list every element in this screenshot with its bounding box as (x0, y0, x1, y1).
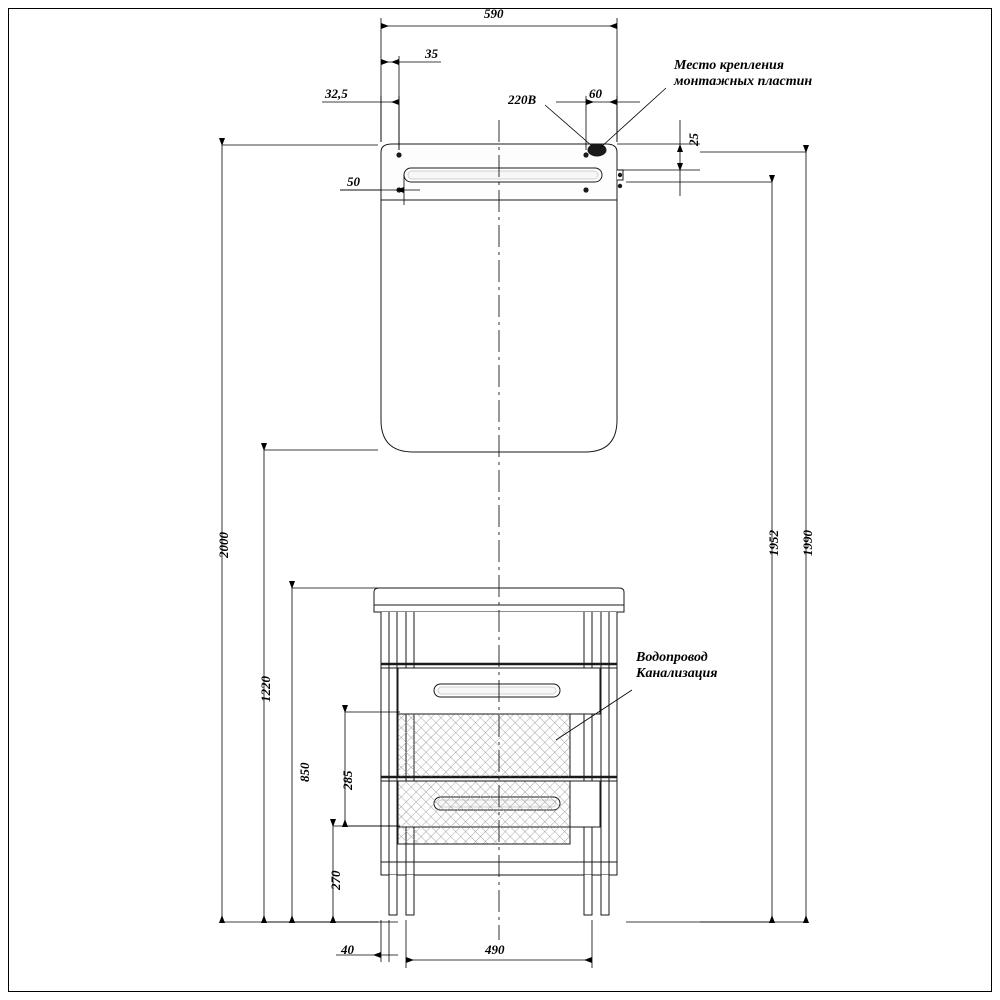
dim-1990: 1990 (800, 530, 815, 556)
arrow-1952-bottom (769, 915, 775, 923)
note-mount-plates-line1: Место крепления (674, 58, 784, 73)
arrow-270-top (330, 819, 336, 827)
dim-50: 50 (347, 174, 360, 189)
note-mount-plates (674, 58, 812, 90)
dim-1952: 1952 (766, 530, 781, 556)
dim-40: 40 (341, 942, 354, 957)
dim-490: 490 (485, 942, 505, 957)
arrow-285-bottom (342, 819, 348, 827)
dim-1220: 1220 (258, 676, 273, 702)
arrow-40-right (373, 952, 381, 958)
arrow-50-right (396, 187, 404, 193)
dim-270: 270 (328, 870, 343, 890)
note-plumbing (636, 650, 717, 682)
arrow-850-top (289, 581, 295, 589)
arrow-2000-bottom (219, 915, 225, 923)
arrow-490-left (406, 957, 414, 963)
arrow-285-top (342, 705, 348, 713)
arrow-1220-top (261, 443, 267, 451)
note-plumbing-line2: Канализация (636, 666, 718, 682)
dim-25: 25 (686, 133, 701, 146)
arrow-1952-top (769, 175, 775, 183)
dim-850: 850 (297, 762, 312, 782)
dim-35: 35 (425, 46, 438, 61)
arrow-590-left (381, 23, 389, 29)
arrow-25-bottom (677, 163, 683, 171)
dim-285: 285 (340, 770, 355, 790)
note-mount-plates-line2: монтажных пластин (674, 74, 813, 90)
arrow-2000-top (219, 138, 225, 146)
dim-60: 60 (589, 86, 602, 101)
arrow-270-bottom (330, 915, 336, 923)
dim-32-5: 32,5 (325, 86, 348, 101)
label-220v: 220В (508, 92, 537, 107)
arrow-1990-top (803, 145, 809, 153)
arrow-1990-bottom (803, 915, 809, 923)
arrow-60-right (609, 99, 617, 105)
dim-590: 590 (484, 6, 504, 21)
arrow-850-bottom (289, 915, 295, 923)
dim-2000: 2000 (216, 532, 231, 558)
arrow-25-top (677, 144, 683, 152)
arrow-490-right (584, 957, 592, 963)
arrow-1220-bottom (261, 915, 267, 923)
arrow-35-right (391, 59, 399, 65)
arrow-35-left (381, 59, 389, 65)
arrow-325-right (391, 99, 399, 105)
arrow-590-right (609, 23, 617, 29)
note-plumbing-line1: Водопровод (636, 650, 708, 665)
